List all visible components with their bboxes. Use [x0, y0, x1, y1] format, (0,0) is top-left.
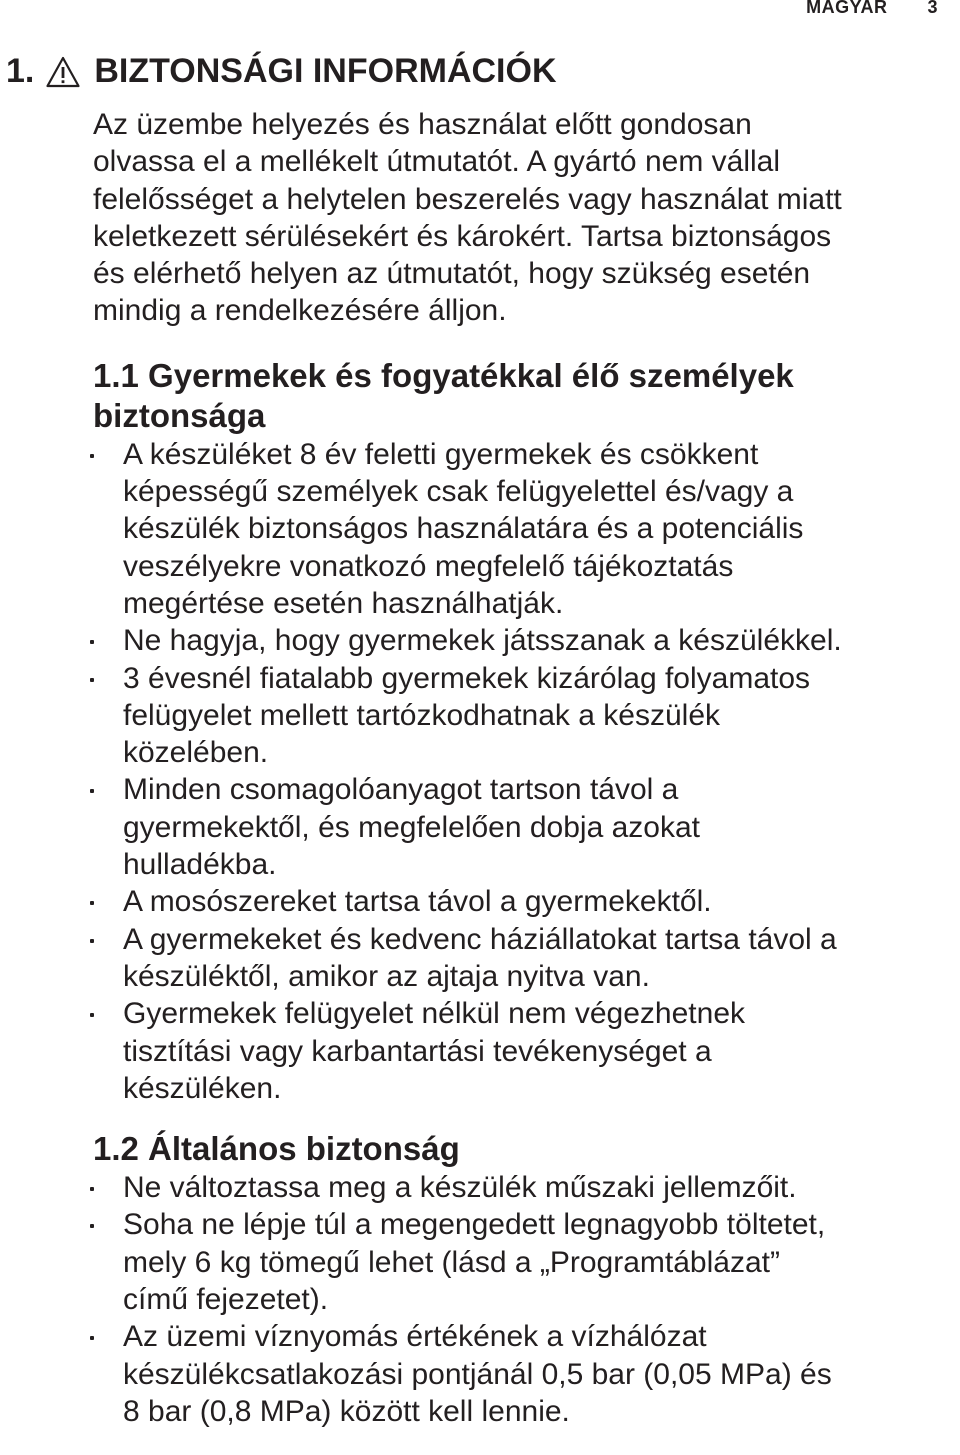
- intro-line: mindig a rendelkezésére álljon.: [93, 294, 507, 328]
- list-item-line: A mosószereket tartsa távol a gyermekektől.: [123, 885, 712, 919]
- bullet-icon: [90, 640, 94, 644]
- list-item: [93, 1206, 953, 1318]
- bullet-icon: [90, 1187, 94, 1191]
- subsection-heading-1-1: [93, 356, 953, 436]
- warning-triangle-icon: [46, 56, 80, 88]
- list-item: [93, 660, 953, 772]
- list-item: [93, 771, 953, 883]
- bullet-icon: [90, 939, 94, 943]
- bullet-icon: [90, 454, 94, 458]
- list-item-line: Ne hagyja, hogy gyermekek játsszanak a készülékkel.: [123, 624, 842, 658]
- list-item-line: közelében.: [123, 736, 269, 770]
- list-item-line: készülékcsatlakozási pontjánál 0,5 bar (0,05 MPa) és: [123, 1357, 832, 1391]
- list-item-line: Az üzemi víznyomás értékének a vízhálózat: [123, 1320, 707, 1354]
- intro-line: Az üzembe helyezés és használat előtt gondosan: [93, 108, 752, 141]
- intro-line: keletkezett sérülésekért és károkért. Tartsa biztonságos: [93, 219, 832, 253]
- intro-line: olvassa el a mellékelt útmutatót. A gyártó nem vállal: [93, 145, 781, 179]
- list-item-line: tisztítási vagy karbantartási tevékenységet a: [123, 1034, 712, 1068]
- list-item: [93, 1169, 953, 1206]
- list-item-line: képességű személyek csak felügyelettel és/vagy a: [123, 475, 794, 509]
- page-number: 3: [927, 0, 938, 17]
- bullet-icon: [90, 789, 94, 793]
- list-item-line: veszélyekre vonatkozó megfelelő tájékoztatás: [123, 549, 734, 583]
- main-content: [93, 106, 953, 1430]
- intro-line: felelősséget a helytelen beszerelés vagy használat miatt: [93, 182, 842, 216]
- subheading-line: biztonsága: [93, 396, 266, 434]
- list-item-line: című fejezetet).: [123, 1283, 329, 1317]
- bullet-icon: [90, 1013, 94, 1017]
- list-item-line: hulladékba.: [123, 848, 277, 882]
- list-item-line: Ne változtassa meg a készülék műszaki jellemzőit.: [123, 1171, 797, 1205]
- list-item-line: A készüléket 8 év feletti gyermekek és csökkent: [123, 437, 759, 471]
- list-item: [93, 883, 953, 920]
- section-title: BIZTONSÁGI INFORMÁCIÓK: [94, 52, 557, 90]
- language-label: MAGYAR: [806, 0, 888, 17]
- bullet-icon: [90, 1336, 94, 1340]
- list-item-line: 3 évesnél fiatalabb gyermekek kizárólag folyamatos: [123, 661, 811, 695]
- list-item-line: Minden csomagolóanyagot tartson távol a: [123, 773, 679, 807]
- bullet-icon: [90, 678, 94, 682]
- list-item-line: megértése esetén használhatják.: [123, 586, 564, 620]
- bullet-icon: [90, 901, 94, 905]
- list-item-line: A gyermekeket és kedvenc háziállatokat tartsa távol a: [123, 922, 837, 956]
- list-item-line: Soha ne lépje túl a megengedett legnagyobb töltetet,: [123, 1208, 826, 1242]
- list-item-line: 8 bar (0,8 MPa) között kell lennie.: [123, 1394, 570, 1428]
- section-heading: [6, 52, 557, 91]
- list-item-line: készüléken.: [123, 1071, 282, 1105]
- page-header: [806, 0, 938, 18]
- section-number: 1.: [6, 52, 35, 90]
- bullet-icon: [90, 1224, 94, 1228]
- child-safety-list: [93, 436, 953, 1107]
- list-item-line: mely 6 kg tömegű lehet (lásd a „Programtáblázat”: [123, 1245, 780, 1279]
- list-item-line: készüléktől, amikor az ajtaja nyitva van.: [123, 959, 650, 993]
- list-item-line: felügyelet mellett tartózkodhatnak a készülék: [123, 698, 720, 732]
- intro-paragraph: [93, 106, 953, 330]
- intro-line: és elérhető helyen az útmutatót, hogy szükség esetén: [93, 257, 811, 291]
- list-item-line: készülék biztonságos használatára és a potenciális: [123, 512, 804, 546]
- list-item: [93, 995, 953, 1107]
- list-item: [93, 1318, 953, 1430]
- list-item: [93, 436, 953, 622]
- subsection-heading-1-2: 1.2 Általános biztonság: [93, 1130, 460, 1168]
- list-item-line: Gyermekek felügyelet nélkül nem végezhetnek: [123, 997, 746, 1031]
- list-item-line: gyermekektől, és megfelelően dobja azokat: [123, 810, 701, 844]
- list-item: [93, 622, 953, 659]
- general-safety-list: [93, 1169, 953, 1430]
- subheading-line: 1.1 Gyermekek és fogyatékkal élő személyek: [93, 356, 794, 394]
- list-item: [93, 921, 953, 996]
